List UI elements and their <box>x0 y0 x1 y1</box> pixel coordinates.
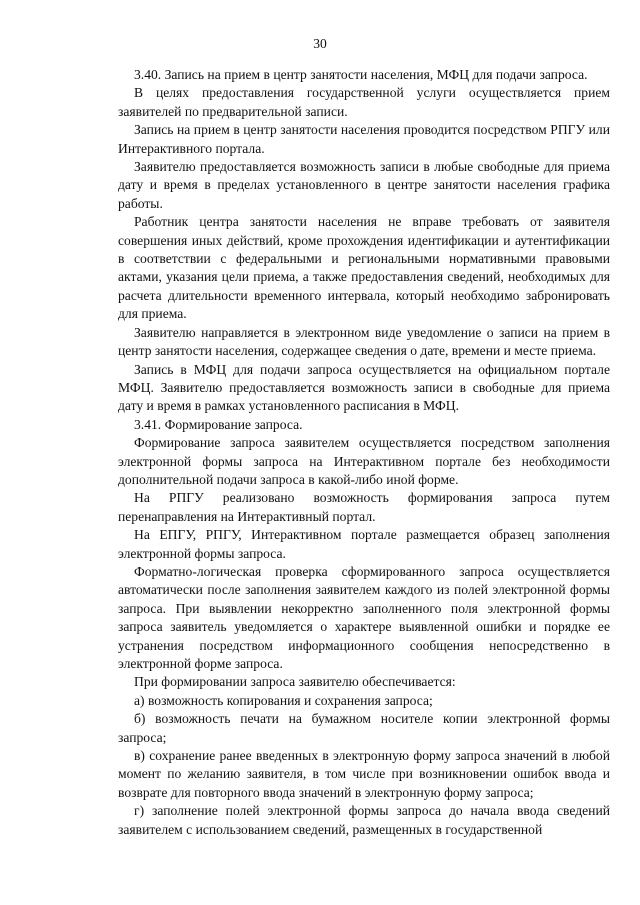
paragraph-3-40-heading: 3.40. Запись на прием в центр занятости населения, МФЦ для подачи запроса. <box>134 67 588 82</box>
list-item-g: г) заполнение полей электронной формы запроса до начала ввода сведений заявителем с использованием сведений, размещенных в государственной <box>118 803 610 837</box>
paragraph: В целях предоставления государственной услуги осуществляется прием заявителей по предварительной записи. <box>118 85 610 119</box>
paragraph: Формирование запроса заявителем осуществляется посредством заполнения электронной формы запроса на Интерактивном портале без необходимости дополнительной подачи запроса в какой-либо иной форме. <box>118 435 610 487</box>
paragraph: Запись на прием в центр занятости населения проводится посредством РПГУ или Интерактивного портала. <box>118 122 610 156</box>
paragraph-3-41-heading: 3.41. Формирование запроса. <box>134 416 303 432</box>
paragraph: Работник центра занятости населения не вправе требовать от заявителя совершения иных действий, кроме прохождения идентификации и аутентификации в соответствии с федеральными и региональными нормативными правовыми актами, указания цели приема, а также предоставления сведений, необходимых для расчета длительности временного интервала, который необходимо забронировать для приема. <box>118 214 610 322</box>
paragraph: Форматно-логическая проверка сформированного запроса осуществляется автоматически после заполнения заявителем каждого из полей электронной формы запроса. При выявлении некорректно заполненного поля электронной формы запроса заявитель уведомляется о характере выявленной ошибки и порядке ее устранения посредством информационного сообщения непосредственно в электронной форме запроса. <box>118 563 610 671</box>
list-item-a: а) возможность копирования и сохранения запроса; <box>134 692 433 708</box>
paragraph: При формировании запроса заявителю обеспечивается: <box>134 674 456 690</box>
paragraph: На РПГУ реализовано возможность формирования запроса путем перенаправления на Интерактивный портал. <box>118 490 610 524</box>
list-item-v: в) сохранение ранее введенных в электронную форму запроса значений в любой момент по желанию заявителя, в том числе при возникновении ошибок ввода и возврате для повторного ввода значений в электронную форму запроса; <box>118 748 610 800</box>
document-body <box>118 66 610 839</box>
paragraph: На ЕПГУ, РПГУ, Интерактивном портале размещается образец заполнения электронной формы запроса. <box>118 527 610 561</box>
paragraph: Запись в МФЦ для подачи запроса осуществляется на официальном портале МФЦ. Заявителю предоставляется возможность записи в свободные для приема дату и время в рамках установленного расписания в МФЦ. <box>118 361 610 414</box>
paragraph: Заявителю предоставляется возможность записи в любые свободные для приема дату и время в пределах установленного в центре занятости населения графика работы. <box>118 159 610 211</box>
paragraph: Заявителю направляется в электронном виде уведомление о записи на прием в центр занятости населения, содержащее сведения о дате, времени и месте приема. <box>118 324 610 359</box>
page-number: 30 <box>313 36 327 51</box>
list-item-b: б) возможность печати на бумажном носителе копии электронной формы запроса; <box>118 711 610 745</box>
